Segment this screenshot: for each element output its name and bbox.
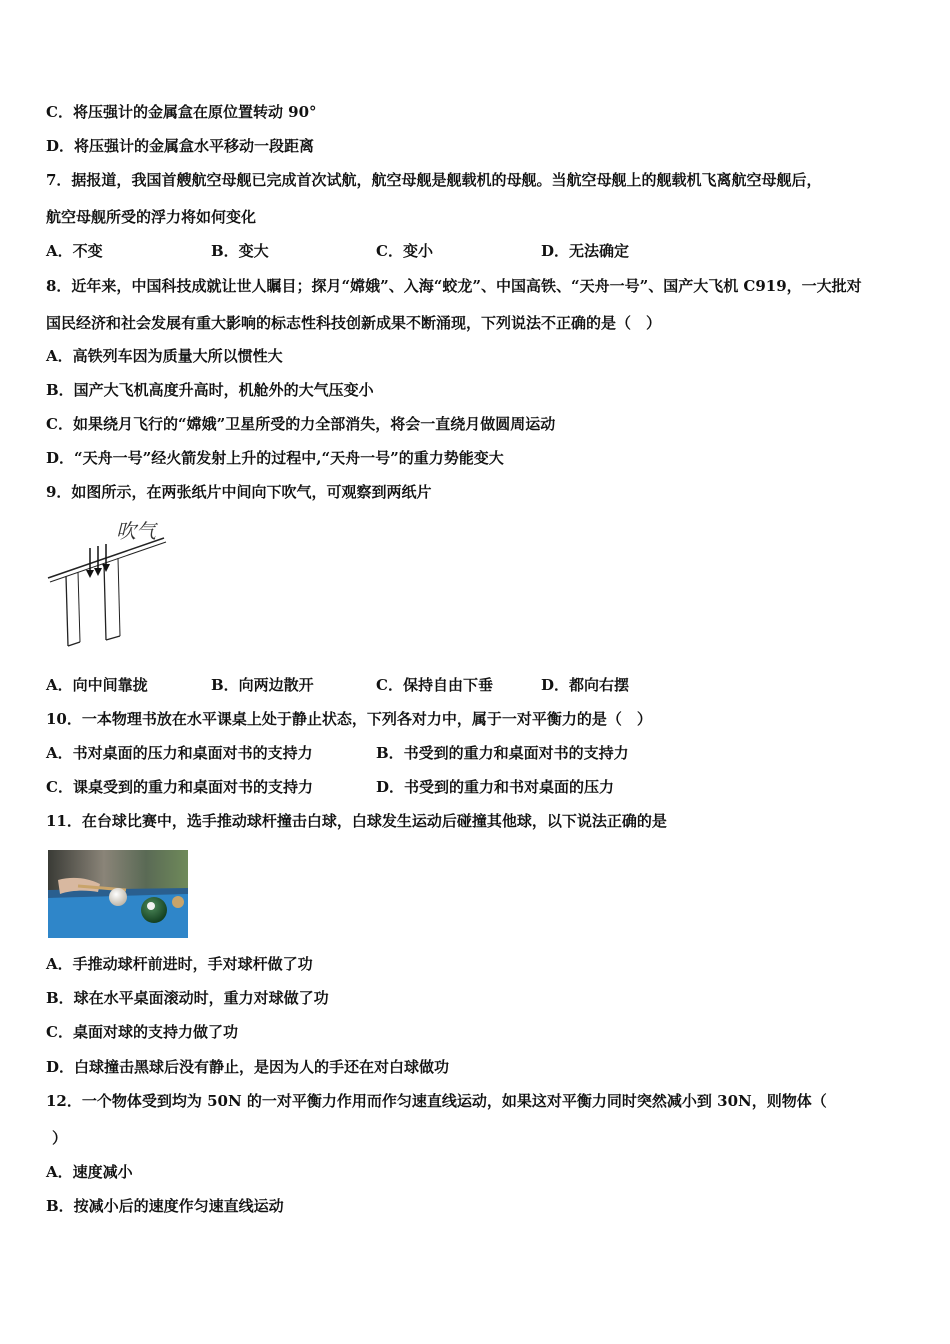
q7-option-d: D．无法确定 <box>541 242 630 260</box>
q7-line-1: 7．据报道，我国首艘航空母舰已完成首次试航，航空母舰是舰载机的母舰。当航空母舰上的舰载机飞离航空母舰后， <box>46 171 822 189</box>
q11-option-b: B．球在水平桌面滚动时，重力对球做了功 <box>46 989 329 1007</box>
q7-option-a: A．不变 <box>46 242 103 260</box>
q12-line-2: ） <box>52 1129 68 1147</box>
q12-option-b: B．按减小后的速度作匀速直线运动 <box>46 1197 284 1215</box>
q8-option-c: C．如果绕月飞行的“嫦娥”卫星所受的力全部消失，将会一直绕月做圆周运动 <box>46 415 556 433</box>
q8-option-b: B．国产大飞机高度升高时，机舱外的大气压变小 <box>46 381 374 399</box>
q10-options <box>46 743 906 799</box>
q11-option-c: C．桌面对球的支持力做了功 <box>46 1023 238 1041</box>
q7-option-b: B．变大 <box>211 242 269 260</box>
l2: D．将压强计的金属盒水平移动一段距离 <box>46 137 315 155</box>
q10-stem: 10．一本物理书放在水平课桌上处于静止状态，下列各对力中，属于一对平衡力的是（ ） <box>46 710 652 728</box>
q9-option-b: B．向两边散开 <box>211 676 314 694</box>
q12-line-1: 12．一个物体受到均为 50N 的一对平衡力作用而作匀速直线运动，如果这对平衡力同时突然减小到 30N，则物体（ <box>46 1092 827 1110</box>
q8-line-2: 国民经济和社会发展有重大影响的标志性科技创新成果不断涌现，下列说法不正确的是（ ） <box>46 314 662 332</box>
l1: C．将压强计的金属盒在原位置转动 90° <box>46 103 317 121</box>
q9-stem: 9．如图所示，在两张纸片中间向下吹气，可观察到两纸片 <box>46 483 432 501</box>
q10-option-d: D．书受到的重力和书对桌面的压力 <box>376 778 615 796</box>
figure-label: 吹气 <box>116 519 156 543</box>
q9-option-a: A．向中间靠拢 <box>46 676 148 694</box>
q10-option-c: C．课桌受到的重力和桌面对书的支持力 <box>46 778 313 796</box>
q11-option-d: D．白球撞击黑球后没有静止，是因为人的手还在对白球做功 <box>46 1058 450 1076</box>
q7-line-2: 航空母舰所受的浮力将如何变化 <box>46 208 257 226</box>
q11-stem: 11．在台球比赛中，选手推动球杆撞击白球，白球发生运动后碰撞其他球，以下说法正确的是 <box>46 812 667 830</box>
q8-option-a: A．高铁列车因为质量大所以惯性大 <box>46 347 283 365</box>
q10-option-b: B．书受到的重力和桌面对书的支持力 <box>376 744 629 762</box>
q9-option-d: D．都向右摆 <box>541 676 630 694</box>
billiards-photo <box>48 850 188 938</box>
q10-option-a: A．书对桌面的压力和桌面对书的支持力 <box>46 744 313 762</box>
q12-option-a: A．速度减小 <box>46 1163 133 1181</box>
q8-line-1: 8．近年来，中国科技成就让世人瞩目；探月“嫦娥”、入海“蛟龙”、中国高铁、“天舟一号”、国产大飞机 C919，一大批对 <box>46 277 862 295</box>
q7-option-c: C．变小 <box>376 242 433 260</box>
paper-blowing-figure <box>46 518 176 650</box>
q11-option-a: A．手推动球杆前进时，手对球杆做了功 <box>46 955 313 973</box>
q8-option-d: D．“天舟一号”经火箭发射上升的过程中,“天舟一号”的重力势能变大 <box>46 449 504 467</box>
q9-option-c: C．保持自由下垂 <box>376 676 493 694</box>
